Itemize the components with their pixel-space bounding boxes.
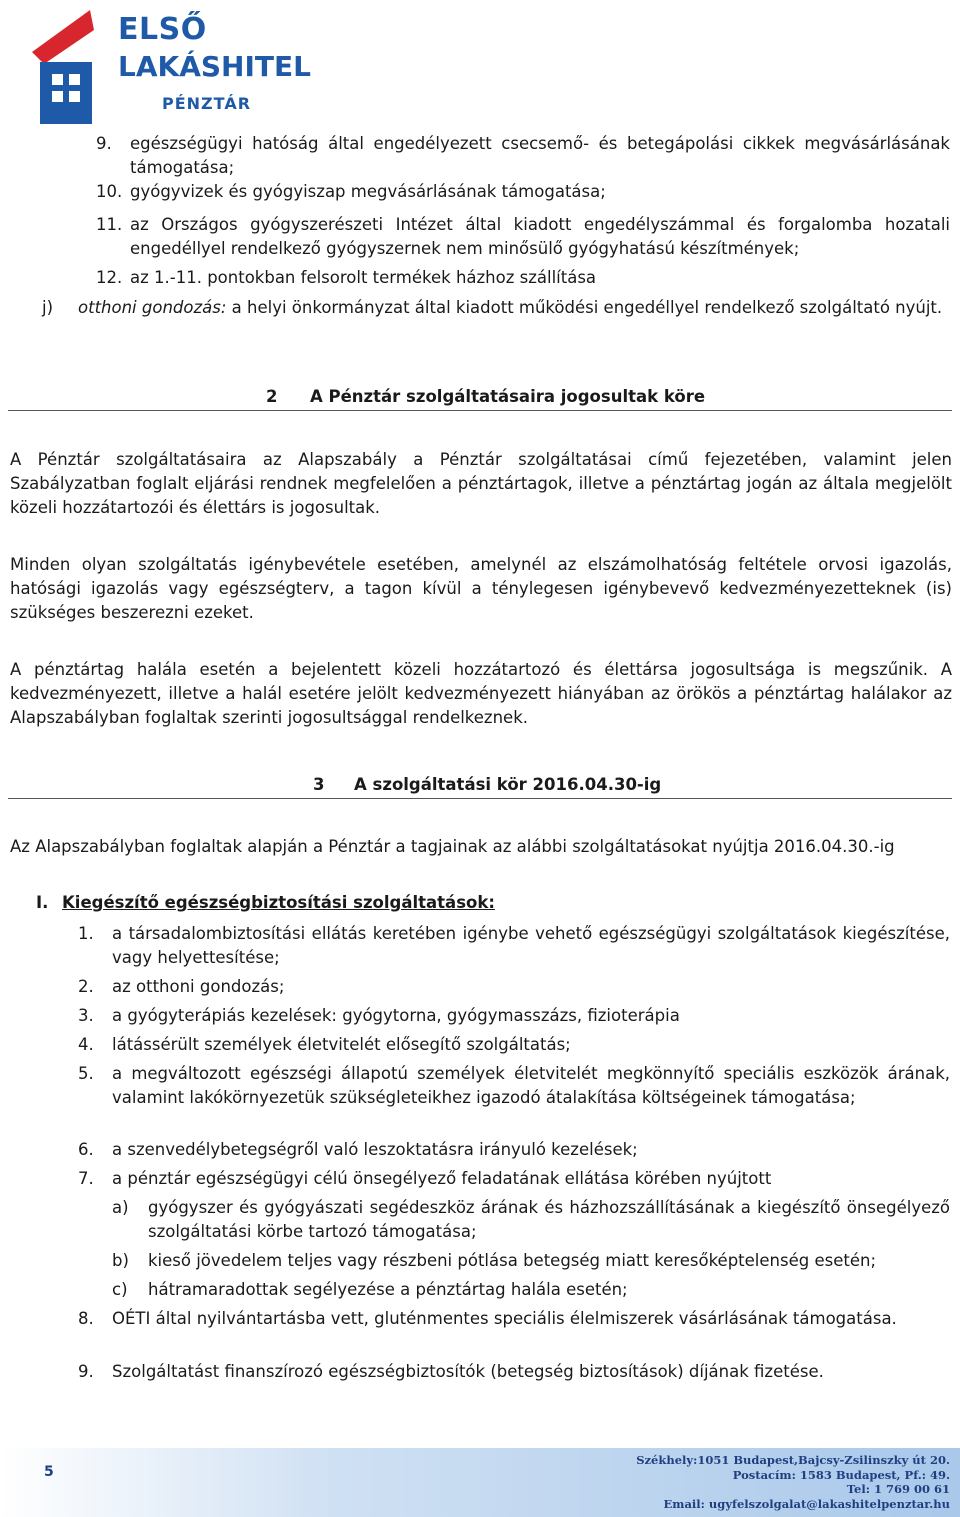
section-2-number: 2	[266, 387, 278, 406]
list-number: 11.	[96, 215, 123, 234]
sublist-item: kieső jövedelem teljes vagy részbeni pótlása betegség miatt keresőképtelenség esetén;	[148, 1251, 876, 1270]
section-3-title: A szolgáltatási kör 2016.04.30-ig	[354, 775, 662, 794]
list-item: Szolgáltatást finanszírozó egészségbiztosítók (betegség biztosítások) díjának fizetése.	[112, 1362, 824, 1381]
sublist-letter: b)	[112, 1251, 129, 1270]
logo-text-line3: PÉNZTÁR	[162, 94, 252, 113]
list-item: a megváltozott egészségi állapotú személyek életvitelét megkönnyítő speciális eszközök árának, valamint lakókörnyezetük szükségleteikhez igazodó átalakítása költségeinek támogatása;	[112, 1064, 950, 1107]
sublist-letter: c)	[112, 1280, 128, 1299]
section-3-intro: Az Alapszabályban foglaltak alapján a Pénztár a tagjainak az alábbi szolgáltatásokat nyújtja 2016.04.30.-ig	[10, 837, 895, 856]
footer-contact	[636, 1453, 950, 1511]
list-number: 10.	[96, 182, 123, 201]
section-3-divider	[8, 798, 952, 799]
logo-text-line2: LAKÁSHITEL	[118, 50, 311, 83]
list-item: a gyógyterápiás kezelések: gyógytorna, gyógymasszázs, fizioterápia	[112, 1006, 680, 1025]
list-item: a pénztár egészségügyi célú önsegélyező feladatának ellátása körében nyújtott	[112, 1169, 772, 1188]
list-number: 9.	[78, 1362, 94, 1381]
footer-phone: Tel: 1 769 00 61	[846, 1482, 950, 1496]
item-j-label: j)	[42, 298, 54, 317]
sublist-item: gyógyszer és gyógyászati segédeszköz árának és házhozszállításának a kiegészítő önsegélyező szolgáltatási körbe tartozó támogatása;	[148, 1198, 950, 1241]
footer-email[interactable]: Email: ugyfelszolgalat@lakashitelpenztar.hu	[663, 1496, 950, 1511]
company-logo	[22, 4, 312, 126]
sublist-letter: a)	[112, 1198, 129, 1217]
list-item: egészségügyi hatóság által engedélyezett csecsemő- és betegápolási cikkek megvásárlásának támogatása;	[130, 134, 950, 177]
list-item: az Országos gyógyszerészeti Intézet által kiadott engedélyszámmal és forgalomba hozatali engedéllyel rendelkező gyógyszernek nem minősülő gyógyhatású készítmények;	[130, 215, 950, 258]
list-number: 9.	[96, 134, 112, 153]
house-logo-icon	[22, 4, 114, 126]
list-number: 5.	[78, 1064, 94, 1083]
list-item: látássérült személyek életvitelét elősegítő szolgáltatás;	[112, 1035, 571, 1054]
list-item: az otthoni gondozás;	[112, 977, 285, 996]
list-item: a szenvedélybetegségről való leszoktatásra irányuló kezelések;	[112, 1140, 638, 1159]
section-2-divider	[8, 410, 952, 411]
list-item: gyógyvizek és gyógyiszap megvásárlásának támogatása;	[130, 182, 606, 201]
item-j-italic: otthoni gondozás:	[78, 298, 227, 317]
paragraph: A Pénztár szolgáltatásaira az Alapszabály a Pénztár szolgáltatásai című fejezetében, valamint jelen Szabályzatban foglalt eljárási rendnek megfelelően a pénztártagok, illetve a pénztártag jogán az általa megjelölt közeli hozzátartozói és élettárs is jogosultak.	[10, 450, 952, 517]
list-number: 8.	[78, 1309, 94, 1328]
footer-address: Székhely:1051 Budapest,Bajcsy-Zsilinszky út 20.	[636, 1453, 950, 1467]
subheading-title: Kiegészítő egészségbiztosítási szolgáltatások:	[62, 893, 495, 912]
list-number: 2.	[78, 977, 94, 996]
list-item: a társadalombiztosítási ellátás keretében igénybe vehető egészségügyi szolgáltatások kiegészítése, vagy helyettesítése;	[112, 924, 950, 967]
item-j-body: a helyi önkormányzat által kiadott működési engedéllyel rendelkező szolgáltató nyújt.	[226, 298, 943, 317]
paragraph: Minden olyan szolgáltatás igénybevétele esetében, amelynél az elszámolhatóság feltétele orvosi igazolás, hatósági igazolás vagy egészségterv, a tagon kívül a ténylegesen igénybevevő kedvezményezetteknek (is) szükséges beszerezni ezeket.	[10, 555, 952, 622]
item-j-text	[78, 296, 950, 320]
page-footer	[0, 1448, 960, 1517]
list-item: OÉTI által nyilvántartásba vett, gluténmentes speciális élelmiszerek vásárlásának támogatása.	[112, 1309, 897, 1328]
list-number: 3.	[78, 1006, 94, 1025]
section-2-title: A Pénztár szolgáltatásaira jogosultak köre	[310, 387, 706, 406]
section-3-number: 3	[313, 775, 325, 794]
list-number: 12.	[96, 268, 123, 287]
subheading-roman: I.	[36, 893, 49, 912]
list-number: 6.	[78, 1140, 94, 1159]
list-number: 1.	[78, 924, 94, 943]
paragraph: A pénztártag halála esetén a bejelentett közeli hozzátartozó és élettársa jogosultsága is megszűnik. A kedvezményezett, illetve a halál esetére jelölt kedvezményezett hiányában az örökös a pénztártag halálakor az Alapszabályban foglaltak szerinti jogosultsággal rendelkeznek.	[10, 660, 952, 727]
list-number: 7.	[78, 1169, 94, 1188]
sublist-item: hátramaradottak segélyezése a pénztártag halála esetén;	[148, 1280, 628, 1299]
page-number: 5	[44, 1464, 54, 1480]
logo-text-line1: ELSŐ	[118, 12, 207, 47]
footer-postal: Postacím: 1583 Budapest, Pf.: 49.	[732, 1467, 950, 1482]
list-number: 4.	[78, 1035, 94, 1054]
list-item: az 1.-11. pontokban felsorolt termékek házhoz szállítása	[130, 268, 597, 287]
